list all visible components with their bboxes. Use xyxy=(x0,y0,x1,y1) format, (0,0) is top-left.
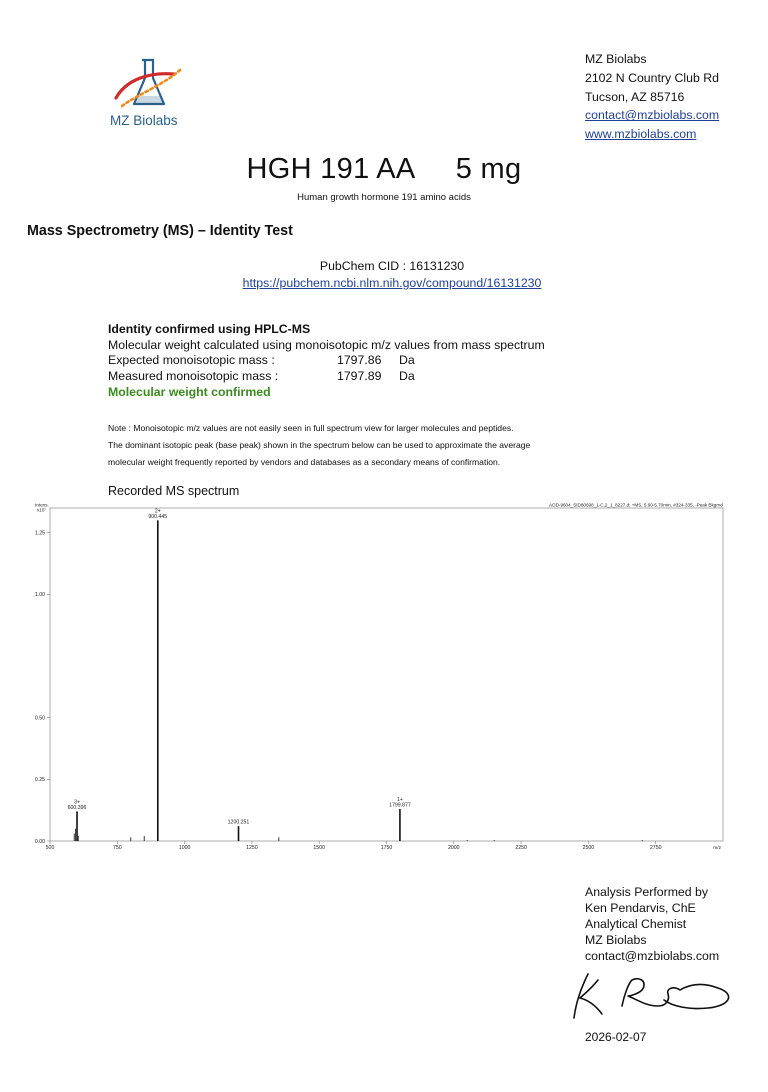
x-tick-label: 2500 xyxy=(582,845,595,851)
analysis-date: 2026-02-07 xyxy=(585,1030,647,1044)
expected-mass-unit: Da xyxy=(399,353,415,368)
x-tick-label: 1000 xyxy=(178,845,191,851)
x-tick-label: 1250 xyxy=(246,845,258,851)
x-tick-label: 1750 xyxy=(380,845,393,851)
pubchem-cid: PubChem CID : 16131230 xyxy=(319,259,465,273)
analyst-block xyxy=(585,884,719,964)
peak-mz-label: 1799.877 xyxy=(389,802,411,809)
note-line-3: molecular weight frequently reported by vendors and databases as a secondary means of confirmation. xyxy=(108,457,501,467)
x-tick-label: 1500 xyxy=(313,845,325,851)
measured-mass-label: Measured monoisotopic mass : xyxy=(108,369,279,384)
x-tick-label: 2000 xyxy=(448,845,460,851)
y-tick-label: 0.00 xyxy=(34,838,45,845)
handwritten-signature-icon xyxy=(568,966,748,1028)
y-tick-label: 0.25 xyxy=(34,777,45,784)
address-line-2: Tucson, AZ 85716 xyxy=(585,89,685,104)
document-subtitle: Human growth hormone 191 amino acids xyxy=(297,192,471,203)
plot-frame xyxy=(50,508,723,841)
analyst-email: contact@mzbiolabs.com xyxy=(585,949,720,963)
analyst-role: Analytical Chemist xyxy=(585,917,687,931)
y-tick-label: 0.50 xyxy=(34,715,45,722)
expected-mass-value: 1797.86 xyxy=(337,353,382,368)
peak-mz-label: 1200.251 xyxy=(227,819,250,826)
signature xyxy=(568,966,748,1028)
ms-spectrum-chart xyxy=(0,498,768,858)
address-line-1: 2102 N Country Club Rd xyxy=(585,70,719,85)
identity-block xyxy=(108,322,545,401)
expected-mass-row xyxy=(108,353,545,369)
company-website-link[interactable]: www.mzbiolabs.com xyxy=(585,127,697,142)
measured-mass-row xyxy=(108,369,545,385)
company-email-link[interactable]: contact@mzbiolabs.com xyxy=(585,108,720,123)
measured-mass-unit: Da xyxy=(399,369,415,384)
x-tick-label: 2750 xyxy=(649,845,662,851)
company-logo xyxy=(96,54,206,134)
y-tick-label: 1.00 xyxy=(34,592,45,599)
section-heading: Mass Spectrometry (MS) – Identity Test xyxy=(27,223,293,239)
expected-mass-label: Expected monoisotopic mass : xyxy=(108,353,275,368)
x-tick-label: 750 xyxy=(112,845,122,851)
note-line-1: Note : Monoisotopic m/z values are not easily seen in full spectrum view for larger molecules and peptides. xyxy=(108,423,514,433)
document-title: HGH 191 AA 5 mg xyxy=(246,153,522,185)
analyst-line-1: Analysis Performed by xyxy=(585,885,709,899)
spectrum-header-text: AOD-9604_SID80698_1-C,2_1_8227.d: +MS, 5.60-5.70min, #324-335, -Peak Bkgrnd xyxy=(548,502,723,508)
y-axis-label: Intens. xyxy=(35,502,49,508)
peak-charge-label: 1+ xyxy=(396,796,403,803)
analyst-org: MZ Biolabs xyxy=(585,933,647,947)
measured-mass-value: 1797.89 xyxy=(337,369,382,384)
peak-mz-label: 600.396 xyxy=(67,804,87,811)
x-axis-label: m/z xyxy=(713,846,721,851)
peak-charge-label: 2+ xyxy=(154,508,161,515)
company-address xyxy=(585,50,719,144)
ms-spectrum-svg xyxy=(0,498,768,858)
y-tick-label: 1.25 xyxy=(34,530,45,537)
identity-method: Molecular weight calculated using monoisotopic m/z values from mass spectrum xyxy=(108,337,545,352)
identity-result: Molecular weight confirmed xyxy=(108,384,271,399)
identity-heading: Identity confirmed using HPLC-MS xyxy=(108,322,311,336)
x-tick-label: 2250 xyxy=(515,845,527,851)
note-line-2: The dominant isotopic peak (base peak) shown in the spectrum below can be used to approximate the average xyxy=(108,440,531,450)
peak-charge-label: 3+ xyxy=(74,799,80,806)
note-block xyxy=(108,420,728,471)
spectrum-title: Recorded MS spectrum xyxy=(108,484,240,498)
logo-name: MZ Biolabs xyxy=(110,113,178,128)
peak-mz-label: 900.445 xyxy=(148,513,168,520)
flask-logo-icon xyxy=(108,54,188,114)
pubchem-link[interactable]: https://pubchem.ncbi.nlm.nih.gov/compound/16131230 xyxy=(242,276,542,290)
y-axis-multiplier: x10⁷ xyxy=(37,507,47,513)
analyst-name: Ken Pendarvis, ChE xyxy=(585,901,696,915)
x-tick-label: 500 xyxy=(45,845,55,851)
company-name: MZ Biolabs xyxy=(585,52,647,66)
